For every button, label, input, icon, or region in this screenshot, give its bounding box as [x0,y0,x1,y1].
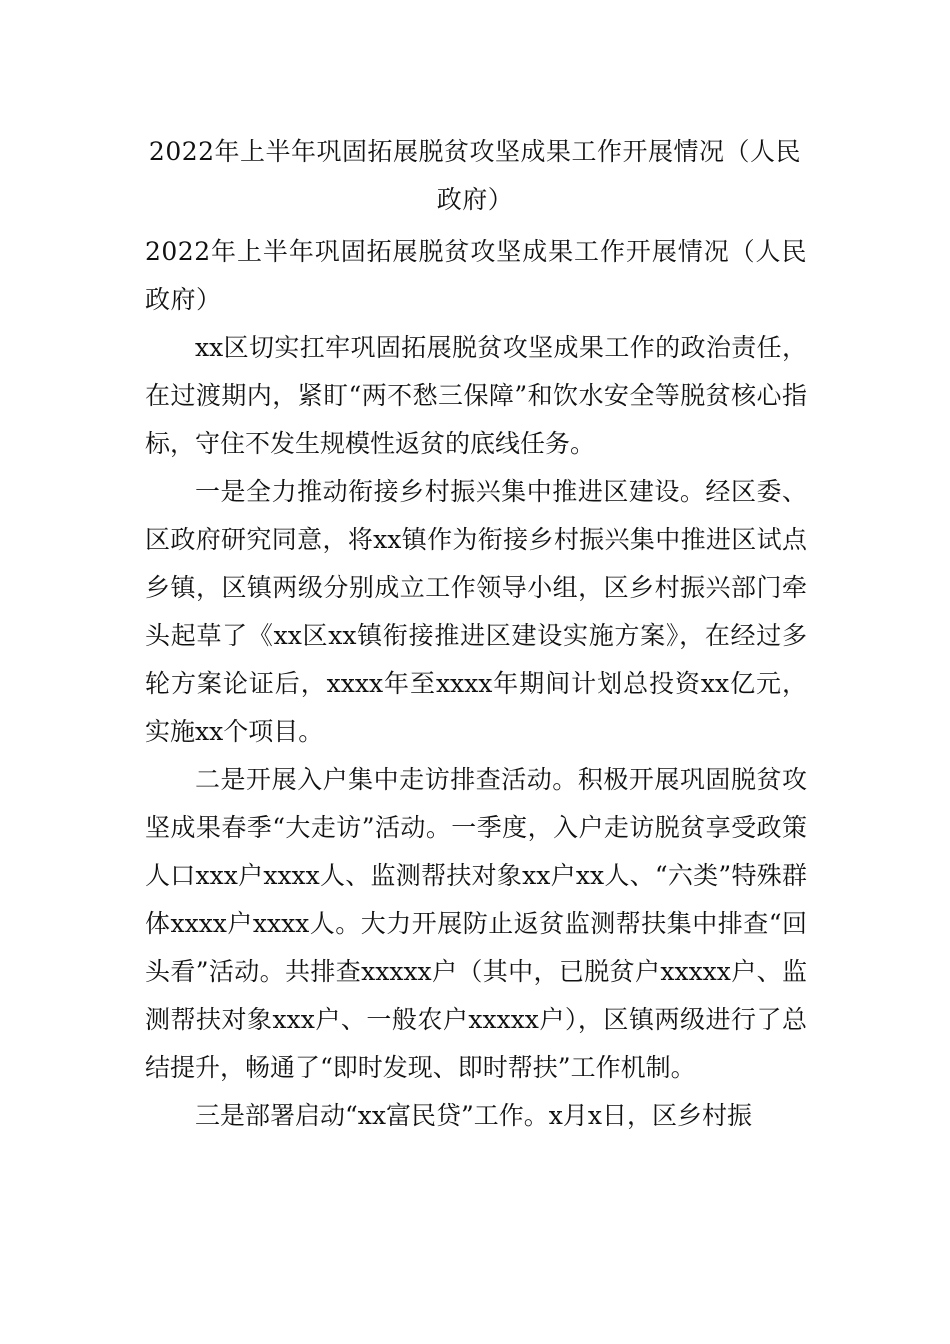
paragraph-point-1: 一是全力推动衔接乡村振兴集中推进区建设。经区委、区政府研究同意，将xx镇作为衔接乡村振兴集中推进区试点乡镇，区镇两级分别成立工作领导小组，区乡村振兴部门牵头起草了《xx区xx镇衔接推进区建设实施方案》，在经过多轮方案论证后，xxxx年至xxxx年期间计划总投资xx亿元，实施xx个项目。 [145,477,807,746]
document-title: 2022年上半年巩固拓展脱贫攻坚成果工作开展情况（人民政府） [148,137,802,214]
paragraph-point-3: 三是部署启动“xx富民贷”工作。x月x日，区乡村振 [195,1101,752,1130]
paragraph-intro: xx区切实扛牢巩固拓展脱贫攻坚成果工作的政治责任，在过渡期内，紧盯“两不愁三保障”和饮水安全等脱贫核心指标，守住不发生规模性返贫的底线任务。 [145,333,807,458]
document-body [145,228,807,1140]
paragraph-point-2: 二是开展入户集中走访排查活动。积极开展巩固脱贫攻坚成果春季“大走访”活动。一季度，入户走访脱贫享受政策人口xxx户xxxx人、监测帮扶对象xx户xx人、“六类”特殊群体xxxx户xxxx人。大力开展防止返贫监测帮扶集中排查“回头看”活动。共排查xxxxx户（其中，已脱贫户xxxxx户、监测帮扶对象xxx户、一般农户xxxxx户），区镇两级进行了总结提升，畅通了“即时发现、即时帮扶”工作机制。 [145,765,807,1082]
document-subtitle: 2022年上半年巩固拓展脱贫攻坚成果工作开展情况（人民政府） [145,237,807,314]
